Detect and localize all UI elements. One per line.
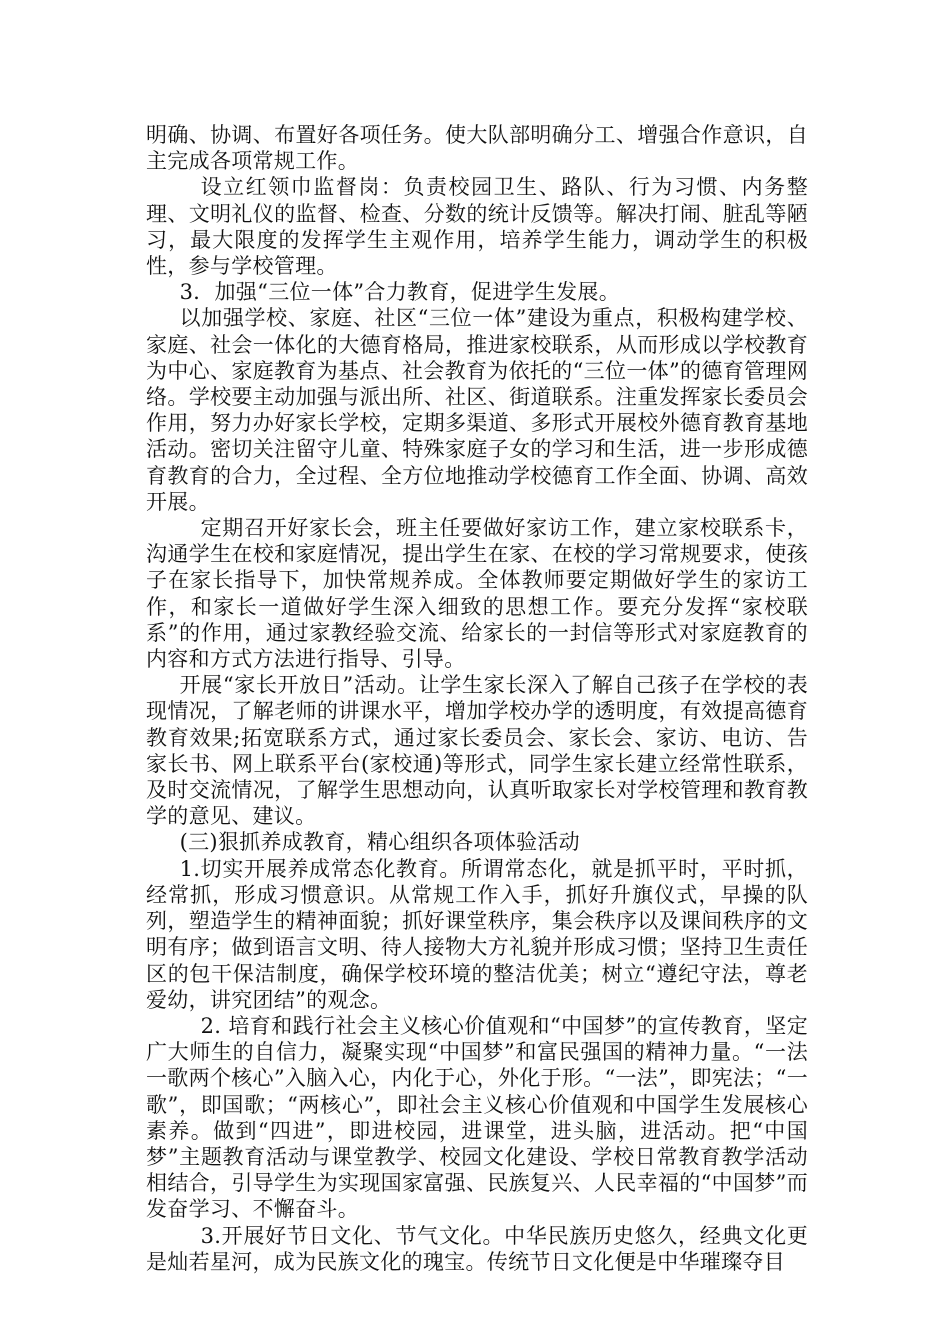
paragraph-routine-education: 1.切实开展养成常态化教育。所谓常态化，就是抓平时，平时抓，经常抓，形成习惯意识。从常规工作入手，抓好升旗仪式，早操的队列，塑造学生的精神面貌；抓好课堂秩序，集会秩序以及课间秩序的文明有序；做到语言文明、待人接物大方礼貌并形成习惯；坚持卫生责任区的包干保洁制度，确保学校环境的整洁优美；树立“遵纪守法，尊老爱幼，讲究团结”的观念。 <box>146 856 808 1012</box>
heading-habit-education: (三)狠抓养成教育，精心组织各项体验活动 <box>179 830 580 855</box>
paragraph-three-in-one-network: 以加强学校、家庭、社区“三位一体”建设为重点，积极构建学校、家庭、社会一体化的大德育格局，推进家校联系，从而形成以学校教育为中心、家庭教育为基点、社会教育为依托的“三位一体”的德育管理网络。学校要主动加强与派出所、社区、街道联系。注重发挥家长委员会作用，努力办好家长学校，定期多渠道、多形式开展校外德育教育基地活动。密切关注留守儿童、特殊家庭子女的学习和生活，进一步形成德育教育的合力，全过程、全方位地推动学校德育工作全面、协调、高效开展。 <box>146 306 808 514</box>
paragraph-red-scarf-supervision: 设立红领巾监督岗：负责校园卫生、路队、行为习惯、内务整理、文明礼仪的监督、检查、分数的统计反馈等。解决打闹、脏乱等陋习，最大限度的发挥学生主观作用，培养学生能力，调动学生的积极性，参与学校管理。 <box>146 175 808 279</box>
heading-three-in-one: 3．加强“三位一体”合力教育，促进学生发展。 <box>179 280 621 305</box>
paragraph-core-values: 2. 培育和践行社会主义核心价值观和“中国梦”的宣传教育，坚定广大师生的自信力，凝聚实现“中国梦”和富民强国的精神力量。“一法一歌两个核心”入脑入心，内化于心，外化于形。“一法”，即宪法；“一歌”，即国歌；“两核心”，即社会主义核心价值观和中国学生发展核心素养。做到“四进”，即进校园，进课堂，进头脑，进活动。把“中国梦”主题教育活动与课堂教学、校园文化建设、学校日常教育教学活动相结合，引导学生为实现国家富强、民族复兴、人民幸福的“中国梦”而发奋学习、不懈奋斗。 <box>146 1013 808 1222</box>
paragraph-festival-culture: 3.开展好节日文化、节气文化。中华民族历史悠久，经典文化更是灿若星河，成为民族文化的瑰宝。传统节日文化便是中华璀璨夺目 <box>146 1223 808 1274</box>
paragraph-task-assignment: 明确、协调、布置好各项任务。使大队部明确分工、增强合作意识，自主完成各项常规工作。 <box>146 123 808 174</box>
paragraph-parent-meetings: 定期召开好家长会，班主任要做好家访工作，建立家校联系卡，沟通学生在校和家庭情况，提出学生在家、在校的学习常规要求，使孩子在家长指导下，加快常规养成。全体教师要定期做好学生的家访工作，和家长一道做好学生深入细致的思想工作。要充分发挥“家校联系”的作用，通过家教经验交流、给家长的一封信等形式对家庭教育的内容和方式方法进行指导、引导。 <box>146 516 808 672</box>
document-page <box>146 122 808 1275</box>
paragraph-parent-open-day: 开展“家长开放日”活动。让学生家长深入了解自己孩子在学校的表现情况，了解老师的讲课水平，增加学校办学的透明度，有效提高德育教育效果;拓宽联系方式，通过家长委员会、家长会、家访、电访、告家长书、网上联系平台(家校通)等形式，同学生家长建立经常性联系，及时交流情况，了解学生思想动向，认真听取家长对学校管理和教育教学的意见、建议。 <box>146 673 808 829</box>
